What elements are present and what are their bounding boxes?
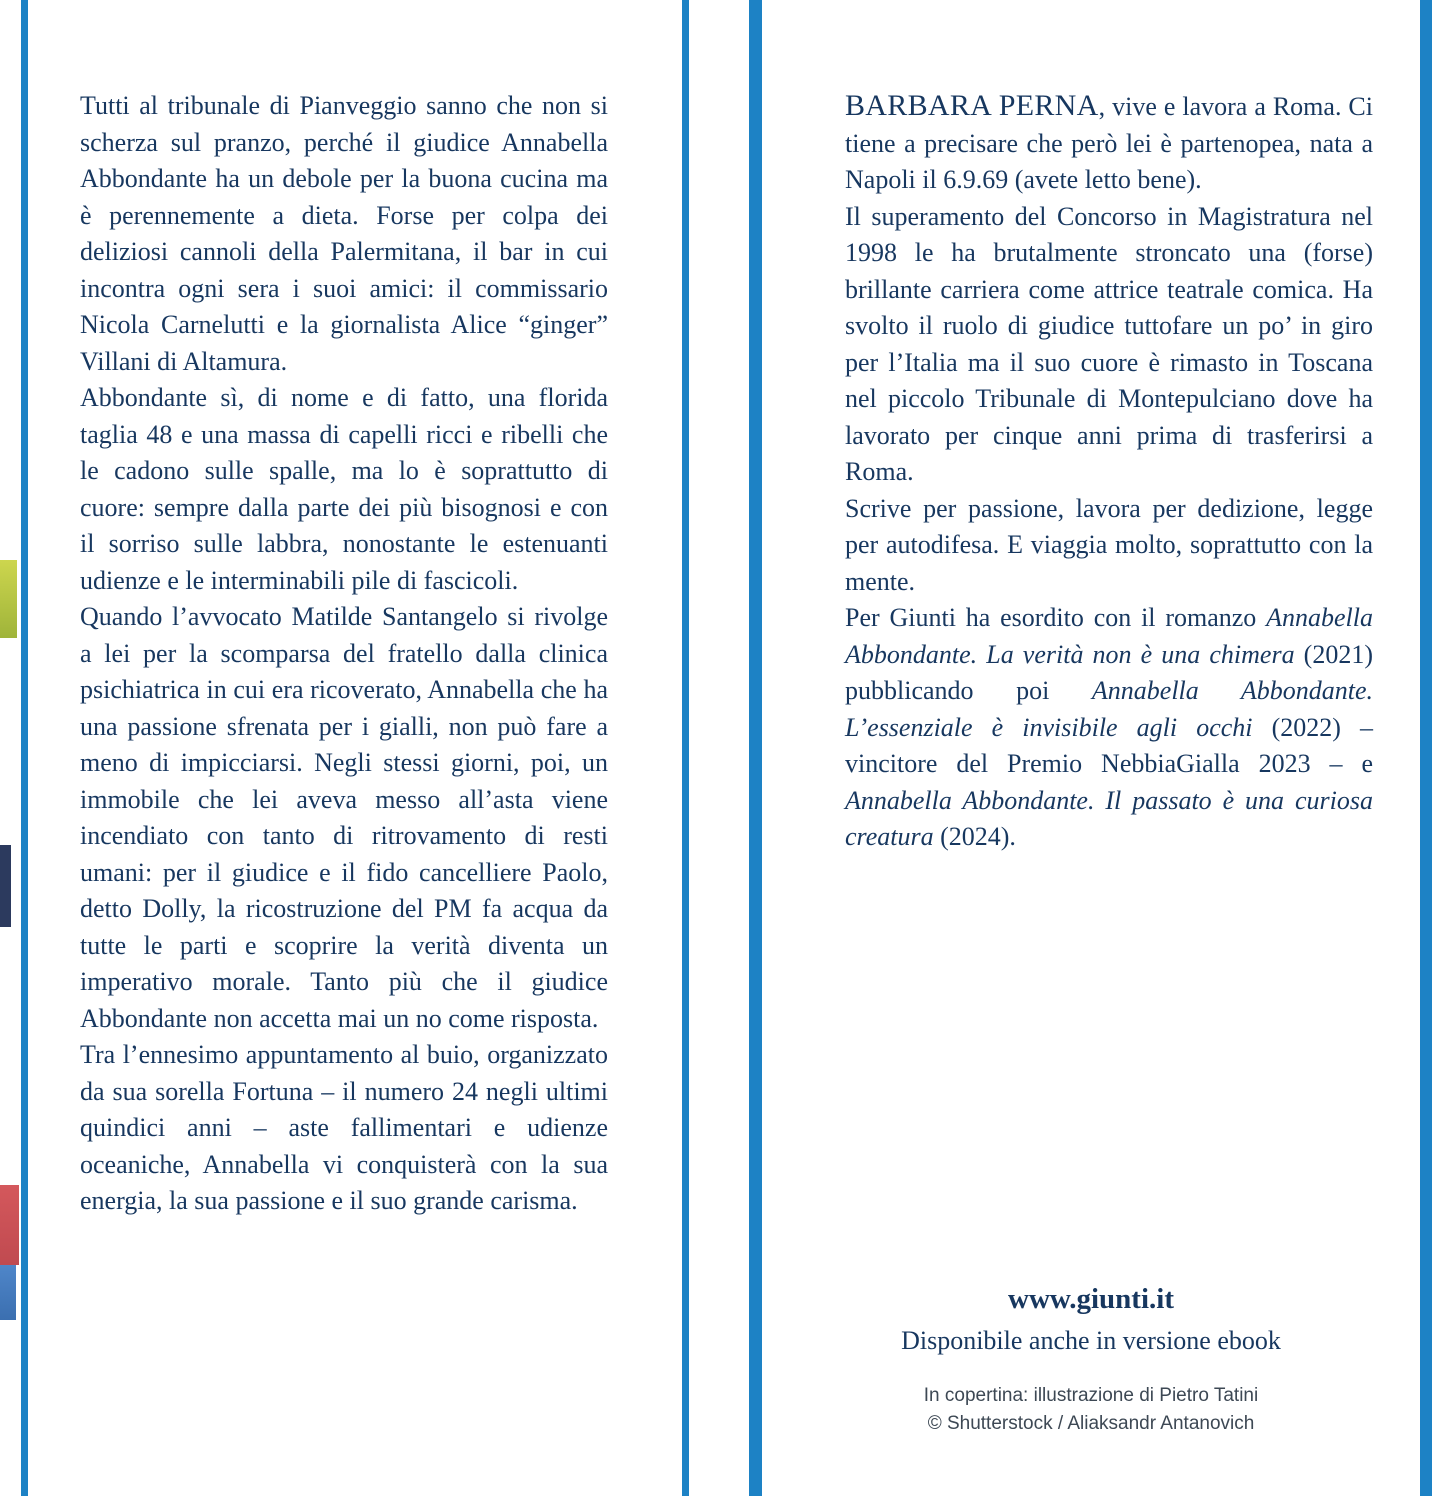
cover-art-fragment <box>0 1185 19 1265</box>
cover-art-fragment <box>0 1265 16 1320</box>
front-flap-synopsis <box>80 88 608 1220</box>
flap-paragraph: Il superamento del Concorso in Magistratura nel 1998 le ha brutalmente stroncato una (forse) brillante carriera come attrice teatrale comica. Ha svolto il ruolo di giudice tuttofare un po’ in giro per l’Italia ma il suo cuore è rimasto in Toscana nel piccolo Tribunale di Montepulciano dove ha lavorato per cinque anni prima di trasferirsi a Roma. <box>845 201 1373 486</box>
cover-illustration-credit: In copertina: illustrazione di Pietro Tatini <box>923 1385 1259 1406</box>
spine-band-center <box>749 0 762 1496</box>
flap-paragraph: Tra l’ennesimo appuntamento al buio, organizzato da sua sorella Fortuna – il numero 24 negli ultimi quindici anni – aste fallimentari e udienze oceaniche, Annabella vi conquisterà con la sua energia, la sua passione e il suo grande carisma. <box>80 1040 608 1215</box>
publisher-website: www.giunti.it <box>1008 1283 1174 1315</box>
spine-fold-line-left <box>21 0 28 1496</box>
photo-credit: © Shutterstock / Aliaksandr Antanovich <box>927 1413 1255 1434</box>
flap-paragraph: Per Giunti ha esordito con il romanzo Annabella Abbondante. La verità non è una chimera (2021) pubblicando poi Annabella Abbondante. L’essenziale è invisibile agli occhi (2022) – vincitore del Premio NebbiaGialla 2023 – e Annabella Abbondante. Il passato è una curiosa creatura (2024). <box>845 603 1373 851</box>
cover-art-fragment <box>0 560 17 638</box>
ebook-availability-note: Disponibile anche in versione ebook <box>901 1326 1281 1355</box>
back-flap-author-bio <box>845 88 1373 856</box>
flap-paragraph: Scrive per passione, lavora per dedizione, legge per autodifesa. E viaggia molto, soprattutto con la mente. <box>845 493 1373 596</box>
publisher-footer <box>762 1283 1420 1438</box>
flap-paragraph: BARBARA PERNA, vive e lavora a Roma. Ci tiene a precisare che però lei è partenopea, nata a Napoli il 6.9.69 (avete letto bene). <box>845 89 1373 194</box>
cover-art-fragment <box>0 845 11 927</box>
flap-paragraph: Tutti al tribunale di Pianveggio sanno che non si scherza sul pranzo, perché il giudice Annabella Abbondante ha un debole per la buona cucina ma è perennemente a dieta. Forse per colpa dei deliziosi cannoli della Palermitana, il bar in cui incontra ogni sera i suoi amici: il commissario Nicola Carnelutti e la giornalista Alice “ginger” Villani di Altamura. <box>80 91 608 376</box>
cover-credits <box>762 1382 1420 1438</box>
flap-fold-line-center <box>682 0 689 1496</box>
flap-paragraph: Quando l’avvocato Matilde Santangelo si rivolge a lei per la scomparsa del fratello dalla clinica psichiatrica in cui era ricoverato, Annabella che ha una passione sfrenata per i gialli, non può fare a meno di impicciarsi. Negli stessi giorni, poi, un immobile che lei aveva messo all’asta viene incendiato con tanto di ritrovamento di resti umani: per il giudice e il fido cancelliere Paolo, detto Dolly, la ricostruzione del PM fa acqua da tutte le parti e scoprire la verità diventa un imperativo morale. Tanto più che il giudice Abbondante non accetta mai un no come risposta. <box>80 602 608 1033</box>
spine-band-right <box>1420 0 1432 1496</box>
flap-paragraph: Abbondante sì, di nome e di fatto, una florida taglia 48 e una massa di capelli ricci e ribelli che le cadono sulle spalle, ma lo è soprattutto di cuore: sempre dalla parte dei più bisognosi e con il sorriso sulle labbra, nonostante le estenuanti udienze e le interminabili pile di fascicoli. <box>80 383 608 595</box>
